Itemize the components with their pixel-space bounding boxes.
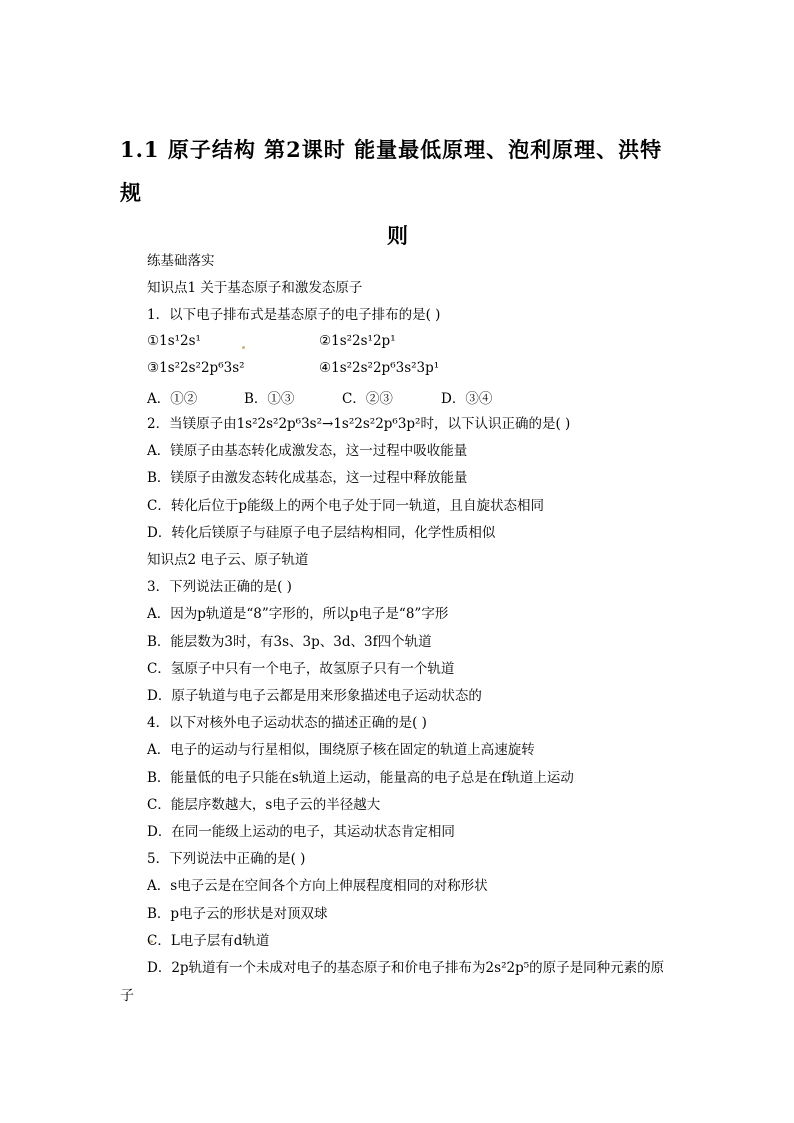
q1-options-row-1 xyxy=(147,333,396,349)
q3-option-d: D．原子轨道与电子云都是用来形象描述电子运动状态的 xyxy=(147,688,482,704)
q2-option-c: C．转化后位于p能级上的两个电子处于同一轨道，且自旋状态相同 xyxy=(147,498,544,514)
q1-choice-a: A．①② xyxy=(147,391,198,407)
q2-option-b: B．镁原子由激发态转化成基态，这一过程中释放能量 xyxy=(147,470,468,486)
q5-option-c: C．L电子层有d轨道 xyxy=(147,933,270,949)
q5-option-d: D．2p轨道有一个未成对电子的基态原子和价电子排布为2s²2p⁵的原子是同种元素的原 xyxy=(147,960,665,976)
q2-option-d: D．转化后镁原子与硅原子电子层结构相同，化学性质相似 xyxy=(147,525,496,541)
q4-stem: 4．以下对核外电子运动状态的描述正确的是( ) xyxy=(147,715,427,731)
q5-option-d-continuation: 子 xyxy=(120,988,134,1004)
q3-option-c: C．氢原子中只有一个电子，故氢原子只有一个轨道 xyxy=(147,661,455,677)
q1-choice-b: B．①③ xyxy=(244,391,295,407)
q1-stem: 1．以下电子排布式是基态原子的电子排布的是( ) xyxy=(147,307,441,323)
title-line-1: 1.1 原子结构 第2课时 能量最低原理、泡利原理、洪特规 xyxy=(120,137,663,205)
page-title xyxy=(120,128,676,257)
q1-choice-c: C．②③ xyxy=(342,391,393,407)
q5-option-b: B．p电子云的形状是对顶双球 xyxy=(147,906,328,922)
q1-choice-d: D．③④ xyxy=(441,391,493,407)
q1-choices xyxy=(147,387,492,407)
q1-option-3: ③1s²2s²2p⁶3s² xyxy=(147,360,245,376)
title-line-2: 则 xyxy=(387,223,409,248)
q3-option-b: B．能层数为3时，有3s、3p、3d、3f四个轨道 xyxy=(147,634,432,650)
q1-options-row-2 xyxy=(147,360,439,376)
q1-option-4: ④1s²2s²2p⁶3s²3p¹ xyxy=(319,360,440,376)
knowledge-point-1: 知识点1 关于基态原子和激发态原子 xyxy=(147,280,363,296)
section-heading: 练基础落实 xyxy=(147,253,215,269)
q3-option-a: A．因为p轨道是“8”字形的，所以p电子是“8”字形 xyxy=(147,606,449,622)
q4-option-a: A．电子的运动与行星相似，围绕原子核在固定的轨道上高速旋转 xyxy=(147,742,535,758)
q4-option-c: C．能层序数越大，s电子云的半径越大 xyxy=(147,797,381,813)
q3-stem: 3．下列说法正确的是( ) xyxy=(147,579,292,595)
q5-stem: 5．下列说法中正确的是( ) xyxy=(147,851,306,867)
q1-option-2: ②1s²2s¹2p¹ xyxy=(319,333,396,349)
q1-option-1: ①1s¹2s¹ xyxy=(147,333,201,349)
q5-option-a: A．s电子云是在空间各个方向上伸展程度相同的对称形状 xyxy=(147,878,488,894)
q4-option-d: D．在同一能级上运动的电子，其运动状态肯定相同 xyxy=(147,824,455,840)
q2-option-a: A．镁原子由基态转化成激发态，这一过程中吸收能量 xyxy=(147,443,468,459)
knowledge-point-2: 知识点2 电子云、原子轨道 xyxy=(147,552,309,568)
speck-mark xyxy=(242,346,245,349)
q4-option-b: B．能量低的电子只能在s轨道上运动，能量高的电子总是在f轨道上运动 xyxy=(147,770,574,786)
q2-stem: 2．当镁原子由1s²2s²2p⁶3s²→1s²2s²2p⁶3p²时，以下认识正确的是( ) xyxy=(147,416,571,432)
